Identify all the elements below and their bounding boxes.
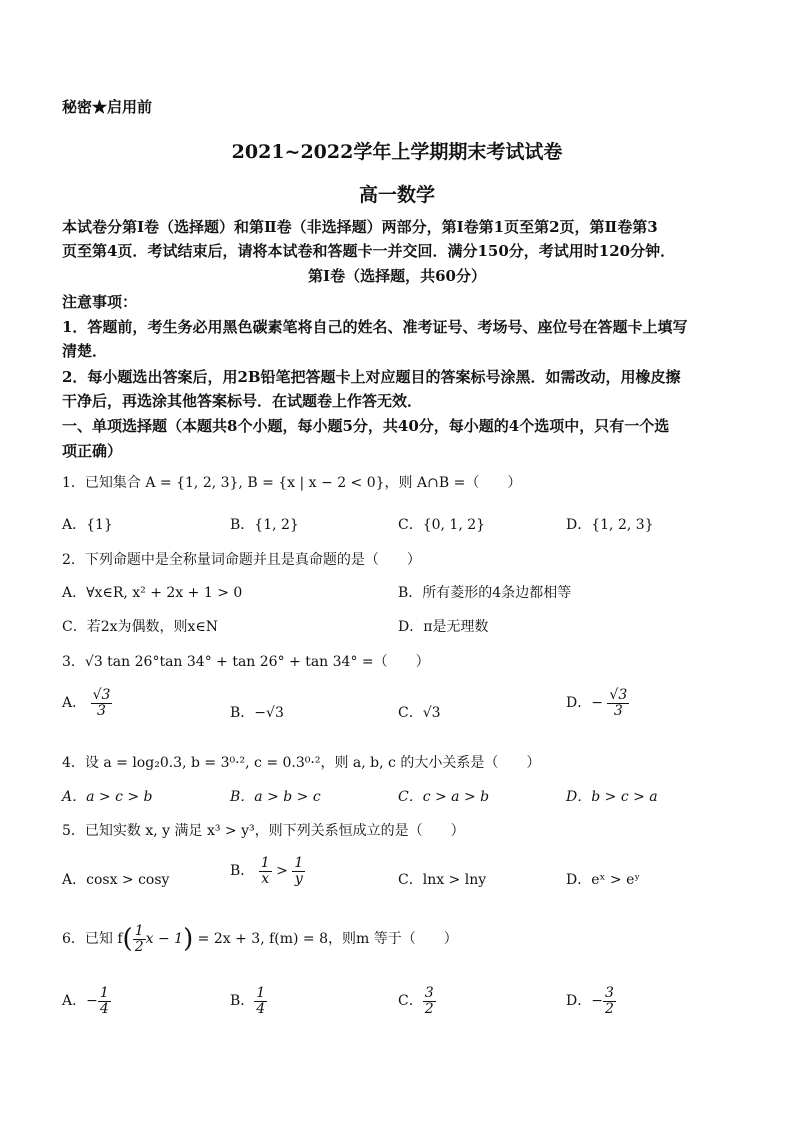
left-paren: ( (122, 924, 133, 955)
fraction-numerator: 1 (99, 985, 109, 1001)
q6-option-c (398, 986, 436, 1016)
q1-option-b: B．{1, 2} (230, 517, 299, 533)
fraction-denominator: 2 (604, 1000, 614, 1017)
fraction (254, 986, 267, 1016)
q3-option-a (62, 688, 112, 718)
question-6-stem (62, 924, 458, 954)
q3-option-c: C．√3 (398, 705, 441, 721)
fraction-numerator: 1 (134, 923, 144, 939)
fraction-numerator: 1 (294, 855, 304, 871)
option-letter: D．− (566, 993, 603, 1010)
intro-line-1: 本试卷分第Ⅰ卷（选择题）和第Ⅱ卷（非选择题）两部分，第Ⅰ卷第1页至第2页，第Ⅱ卷第3 (62, 218, 658, 236)
option-letter: B． (230, 863, 255, 880)
note-2-line-2: 干净后，再选涂其他答案标号．在试题卷上作答无效． (62, 392, 423, 410)
option-letter: D．− (566, 695, 603, 712)
fraction (423, 986, 436, 1016)
q2-option-a: A．∀x∈R, x² + 2x + 1 > 0 (62, 585, 243, 601)
q3-option-b: B．−√3 (230, 705, 284, 721)
fraction (98, 986, 111, 1016)
fraction-numerator: 1 (260, 855, 270, 871)
q2-option-b: B．所有菱形的4条边都相等 (398, 585, 572, 601)
q6-option-a (62, 986, 111, 1016)
option-letter: B． (230, 993, 255, 1010)
q4-option-c: C．c > a > b (398, 789, 490, 805)
fraction-denominator: 3 (97, 702, 106, 719)
fraction-numerator: √3 (92, 687, 111, 703)
section-title: 第Ⅰ卷（选择题，共60分） (308, 267, 486, 285)
fraction-numerator: 1 (256, 985, 266, 1001)
q6-stem-prefix: 6．已知 f (62, 931, 123, 948)
fraction (91, 688, 113, 718)
q4-option-a: A．a > c > b (62, 789, 153, 805)
note-2-line-1: 2．每小题选出答案后，用2B铅笔把答题卡上对应题目的答案标号涂黑．如需改动，用橡皮擦 (62, 368, 681, 386)
fraction (133, 924, 146, 954)
option-letter: A． (62, 695, 87, 712)
q5-option-c: C．lnx > lny (398, 872, 487, 888)
q5-option-b (230, 856, 305, 886)
q2-option-d: D．π是无理数 (398, 619, 489, 635)
q4-option-b: B．a > b > c (230, 789, 321, 805)
notes-heading: 注意事项： (62, 293, 138, 311)
fraction-denominator: 3 (613, 702, 623, 719)
greater-than-sign: > (276, 863, 288, 880)
subject-title: 高一数学 (358, 184, 435, 206)
q6-option-b (230, 986, 267, 1016)
q3-option-d (566, 688, 629, 718)
fraction-denominator: x (261, 870, 270, 887)
fraction-numerator: √3 (609, 687, 628, 703)
fraction-numerator: 3 (604, 985, 614, 1001)
fraction (259, 856, 272, 886)
q6-stem-suffix: = 2x + 3, f(m) = 8，则m 等于（ ） (197, 931, 458, 948)
option-letter: C． (398, 993, 423, 1010)
question-4-stem: 4．设 a = log₂0.3, b = 3⁰·², c = 0.3⁰·²，则 a, b, c 的大小关系是（ ） (62, 755, 541, 771)
secret-label: 秘密★启用前 (62, 98, 153, 116)
exam-title: 2021~2022学年上学期期末考试试卷 (231, 141, 563, 163)
q6-arg-tail: x − 1 (145, 931, 184, 948)
q2-option-c: C．若2x为偶数，则x∈N (62, 619, 219, 635)
fraction-numerator: 3 (424, 985, 434, 1001)
note-1-line-1: 1．答题前，考生务必用黑色碳素笔将自己的姓名、准考证号、考场号、座位号在答题卡上填写 (62, 318, 688, 336)
fraction (607, 688, 629, 718)
q5-option-a: A．cosx > cosy (62, 872, 170, 888)
question-3-stem: 3．√3 tan 26°tan 34° + tan 26° + tan 34° =（ ） (62, 654, 430, 670)
fraction (292, 856, 305, 886)
intro-line-2: 页至第4页．考试结束后，请将本试卷和答题卡一并交回．满分150分，考试用时120分钟． (62, 242, 676, 260)
q1-option-d: D．{1, 2, 3} (566, 517, 654, 533)
right-paren: ) (183, 924, 194, 955)
fraction-denominator: y (294, 870, 303, 887)
question-1-stem: 1．已知集合 A = {1, 2, 3}, B = {x | x − 2 < 0}，则 A∩B =（ ） (62, 475, 522, 491)
q1-option-c: C．{0, 1, 2} (398, 517, 486, 533)
part1-line-2: 项正确） (62, 442, 123, 460)
q4-option-d: D．b > c > a (566, 789, 658, 805)
question-2-stem: 2．下列命题中是全称量词命题并且是真命题的是（ ） (62, 552, 421, 568)
fraction-denominator: 2 (134, 938, 144, 955)
note-1-line-2: 清楚． (62, 342, 108, 360)
q6-option-d (566, 986, 616, 1016)
option-letter: A．− (62, 993, 98, 1010)
fraction-denominator: 4 (99, 1000, 109, 1017)
question-5-stem: 5．已知实数 x, y 满足 x³ > y³，则下列关系恒成立的是（ ） (62, 823, 465, 839)
part1-line-1: 一、单项选择题（本题共8个小题，每小题5分，共40分，每小题的4个选项中，只有一个选 (62, 417, 670, 435)
fraction-denominator: 2 (424, 1000, 434, 1017)
q5-option-d: D．eˣ > eʸ (566, 872, 641, 888)
q1-option-a: A．{1} (62, 517, 113, 533)
fraction-denominator: 4 (256, 1000, 266, 1017)
fraction (603, 986, 616, 1016)
